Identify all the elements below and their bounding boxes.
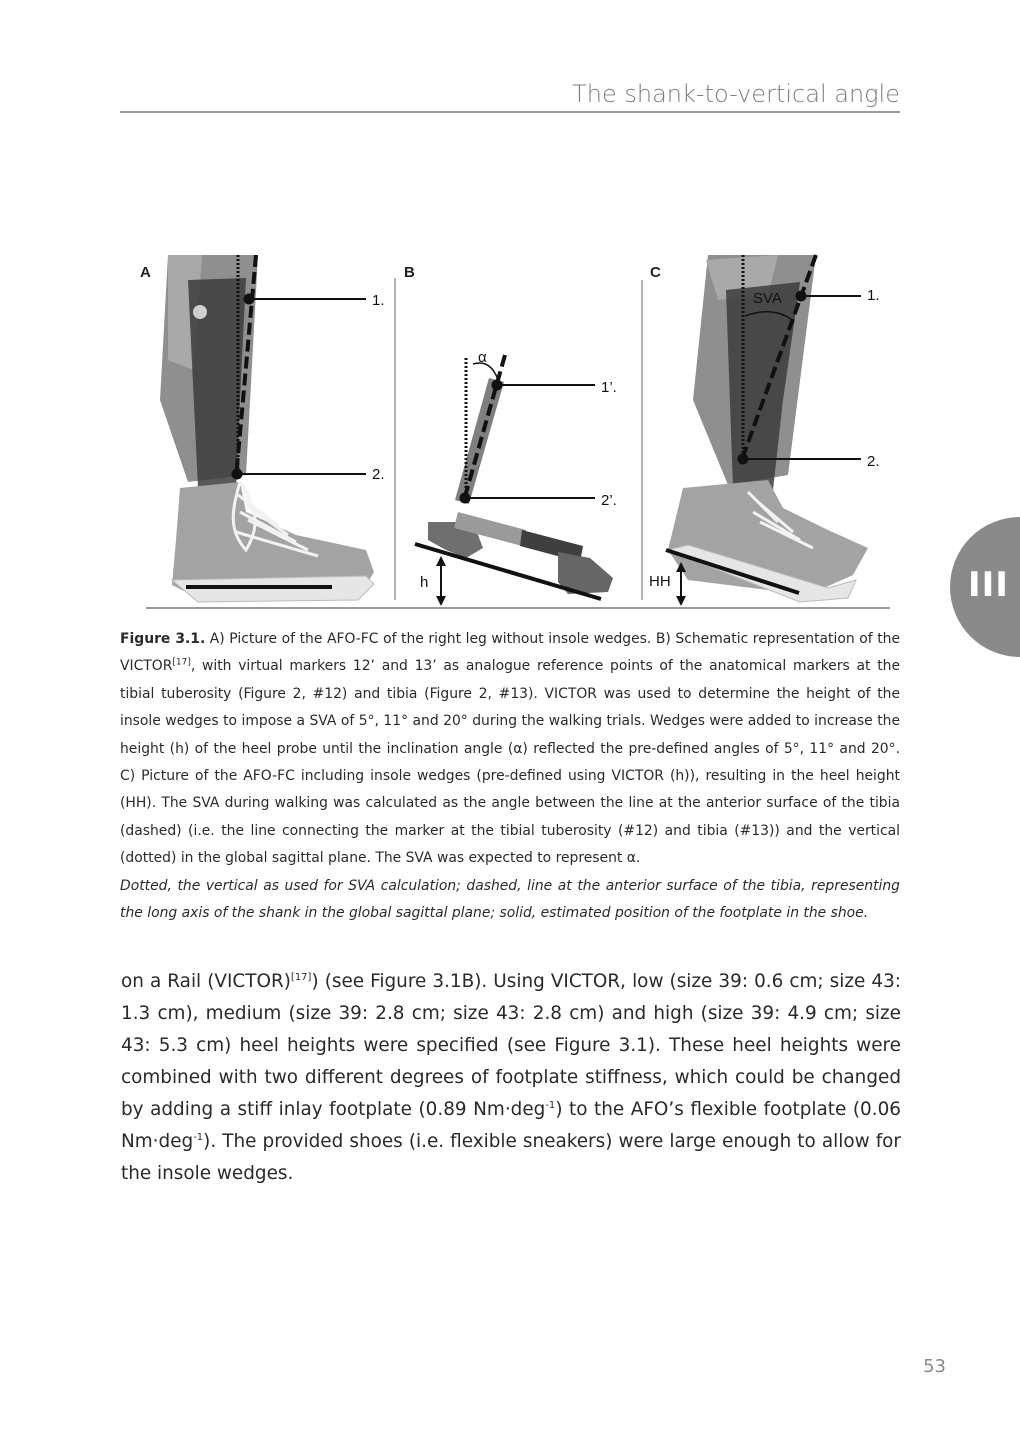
marker-label-1-b: 1’. — [601, 379, 617, 396]
body-superscript-1: -1 — [545, 1099, 556, 1111]
body-paragraph — [121, 966, 901, 1190]
figure-number: Figure 3.1. — [120, 631, 206, 647]
caption-text-1: A) Picture of the AFO-FC of the right leg without insole wedges. B) Schematic representation of the VICTOR — [120, 631, 900, 675]
marker-label-2-a: 2. — [372, 466, 385, 483]
chapter-tab-label: III — [968, 565, 1009, 605]
figure — [128, 250, 898, 615]
h-label: h — [420, 574, 429, 591]
body-text-3: ) to the AFO’s flexible footplate (0.06 Nm·deg — [121, 1099, 901, 1152]
figure-caption-note: Dotted, the vertical as used for SVA calculation; dashed, line at the anterior surface of the tibia, representing the long axis of the shank in the global sagittal plane; solid, estimated position of the footplate in the shoe. — [120, 878, 900, 922]
panel-label-b: B — [404, 264, 415, 281]
chapter-tab — [950, 517, 1020, 657]
sva-label: SVA — [753, 290, 782, 307]
figure-caption — [120, 626, 900, 873]
marker-label-2-b: 2’. — [601, 492, 617, 509]
body-text-2: ) (see Figure 3.1B). Using VICTOR, low (size 39: 0.6 cm; size 43: 1.3 cm), medium (size 39: 2.8 cm; size 43: 2.8 cm) and high (size 39: 4.9 cm; size 43: 5.3 cm) heel heights were specified (see Figure 3.1). These heel heights were combined with two different degrees of footplate stiffness, which could be changed by adding a stiff inlay footplate (0.89 Nm·deg — [121, 971, 902, 1120]
panel-label-c: C — [650, 264, 661, 281]
body-text-4: ). The provided shoes (i.e. flexible sneakers) were large enough to allow for the insole wedges. — [121, 1131, 901, 1184]
alpha-label: α — [478, 349, 487, 366]
caption-text-2: , with virtual markers 12’ and 13’ as analogue reference points of the anatomical markers at the tibial tuberosity (Figure 2, #12) and tibia (Figure 2, #13). VICTOR was used to determine the height of the insole wedges to impose a SVA of 5°, 11° and 20° during the walking trials. Wedges were added to increase the height (h) of the heel probe until the inclination angle (α) reflected the pre-defined angles of 5°, 11° and 20°. C) Picture of the AFO-FC including insole wedges (pre-defined using VICTOR (h)), resulting in the heel height (HH). The SVA during walking was calculated as the angle between the line at the anterior surface of the tibia (dashed) (i.e. the line connecting the marker at the tibial tuberosity (#12) and tibia (#13)) and the vertical (dotted) in the global sagittal plane. The SVA was expected to represent α. — [120, 658, 900, 867]
marker-label-1-a: 1. — [372, 292, 385, 309]
panel-label-a: A — [140, 264, 151, 281]
marker-label-2-c: 2. — [867, 453, 880, 470]
body-reference: [17] — [290, 971, 312, 983]
body-text-1: on a Rail (VICTOR) — [121, 971, 291, 992]
hh-label: HH — [649, 573, 671, 590]
tibia-dashed-b — [464, 355, 505, 500]
header-rule — [120, 111, 900, 113]
page-number: 53 — [923, 1356, 946, 1377]
body-superscript-2: -1 — [193, 1131, 204, 1143]
panel-b — [404, 264, 617, 606]
panel-c — [649, 255, 880, 606]
panel-a — [140, 255, 385, 602]
running-head: The shank-to-vertical angle — [572, 80, 900, 108]
marker-label-1-c: 1. — [867, 287, 880, 304]
caption-reference: [17] — [172, 657, 191, 668]
